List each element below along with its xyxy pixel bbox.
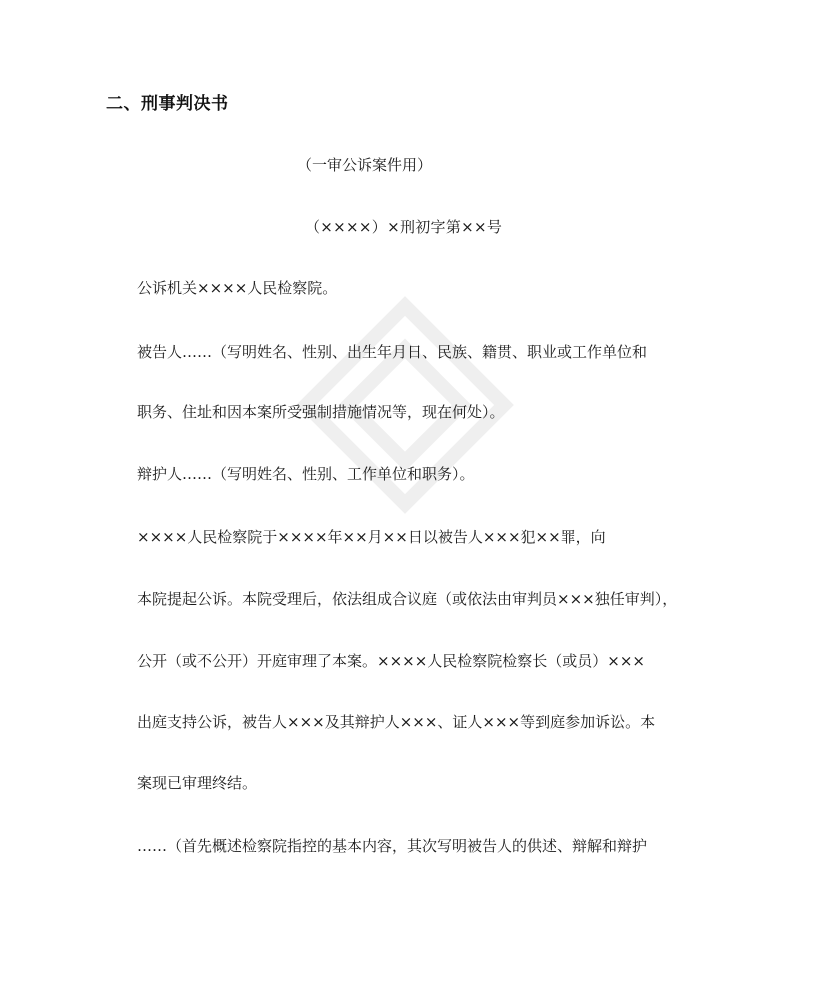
section-heading: 二、刑事判决书 bbox=[106, 94, 229, 114]
body-line: 出庭支持公诉，被告人×××及其辩护人×××、证人×××等到庭参加诉讼。本 bbox=[137, 713, 656, 731]
body-line: 被告人……（写明姓名、性别、出生年月日、民族、籍贯、职业或工作单位和 bbox=[137, 343, 648, 361]
case-number: （××××）×刑初字第××号 bbox=[305, 218, 503, 236]
document-subtitle: （一审公诉案件用） bbox=[297, 156, 433, 174]
body-line: 公诉机关××××人民检察院。 bbox=[137, 279, 338, 297]
body-line: 辩护人……（写明姓名、性别、工作单位和职务）。 bbox=[137, 465, 475, 483]
body-line: 公开（或不公开）开庭审理了本案。××××人民检察院检察长（或员）××× bbox=[137, 652, 645, 670]
body-line: 本院提起公诉。本院受理后，依法组成合议庭（或依法由审判员×××独任审判）， bbox=[137, 590, 678, 608]
body-line: 案现已审理终结。 bbox=[137, 774, 258, 792]
body-line: ……（首先概述检察院指控的基本内容，其次写明被告人的供述、辩解和辩护 bbox=[137, 837, 648, 855]
body-line: 职务、住址和因本案所受强制措施情况等，现在何处）。 bbox=[137, 403, 505, 421]
body-line: ××××人民检察院于××××年××月××日以被告人×××犯××罪，向 bbox=[137, 528, 606, 546]
